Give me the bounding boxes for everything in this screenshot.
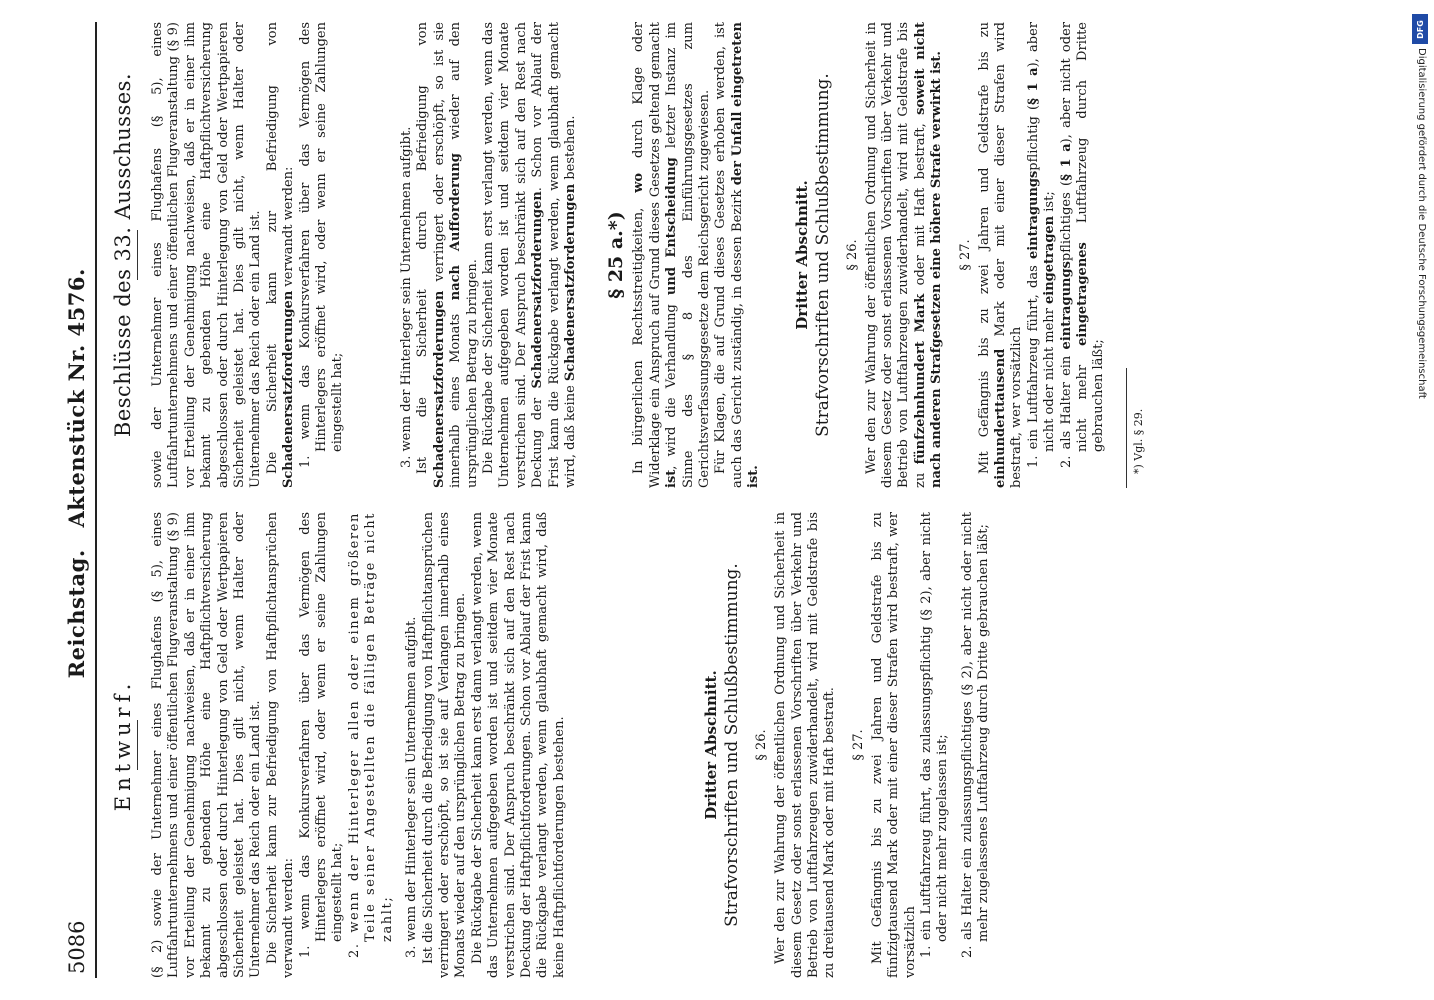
- bold-run: nach Aufforderung: [448, 153, 464, 301]
- bold-run: wo: [631, 172, 647, 193]
- left-item-2: 2. wenn der Hinterleger allen oder einem größeren Teile seiner Angestellten die fälligen Beträge nicht zahlt;: [346, 512, 395, 958]
- bold-run: soweit nicht nach anderen Strafgesetzen eine höhere Strafe verwirkt ist.: [912, 21, 945, 488]
- bold-run: und Entscheidung: [664, 157, 680, 296]
- right-section-subtitle: Strafvorschriften und Schlußbestimmung.: [812, 73, 833, 437]
- text-run: oder mit Haft bestraft,: [912, 114, 928, 294]
- right-security-use-paragraph: [265, 22, 298, 488]
- document-title: [64, 268, 89, 678]
- text-run: Die Rückgabe der Sicherheit kann erst verlangt werden, wenn das Unternehmen aufgegeben worden ist und seitdem vier Monate verstrichen sind. Der Anspruch beschränkt sich auf den Rest nach Deckung der: [480, 22, 546, 488]
- left-paragraph-27-text: Mit Gefängnis bis zu zwei Jahren und Geldstrafe bis zu fünfzigtausend Mark oder mit einer dieser Strafen wird bestraft, wer vorsätzlich: [869, 512, 918, 978]
- left-return-paragraph: Die Rückgabe der Sicherheit kann erst dann verlangt werden, wenn das Unternehmen aufgegeben worden ist und seitdem vier Monate verstrichen sind. Der Anspruch beschränkt sich auf den Rest nach Deckung der Haftpflichtforderungen. Schon vor Ablauf der Frist kann die Rückgabe verlangt werden, wenn glaubhaft gemacht wird, daß keine Haftpflichtforderungen bestehen.: [469, 512, 567, 978]
- bold-run: Schadenersatzforderungen: [530, 191, 546, 389]
- bold-run: der Unfall eingetreten ist.: [729, 22, 762, 488]
- left-section-subtitle: Strafvorschriften und Schlußbestimmung.: [722, 563, 743, 927]
- dfg-logo-text: DFG: [1415, 19, 1425, 39]
- text-run: Mit Gefängnis bis zu zwei Jahren und Geldstrafe bis zu: [976, 22, 992, 474]
- left-section-heading: Dritter Abschnitt.: [702, 670, 721, 820]
- bold-run: § 1 a: [1025, 67, 1041, 105]
- right-paragraph-27-text: [977, 22, 1026, 488]
- heading-rule: [137, 720, 138, 770]
- text-run: ist;: [1042, 191, 1058, 216]
- text-run: letzter Instanz im Sinne des § 8 des Einführungsgesetzes zum Gerichtsverfassungsgesetze dem Reichsgericht zugewiesen.: [664, 22, 712, 488]
- bold-run: eingetragenes: [1075, 242, 1091, 346]
- text-run: 2. als Halter ein: [1058, 349, 1074, 468]
- right-section-heading: Dritter Abschnitt.: [792, 180, 811, 330]
- right-item-1: 1. wenn das Konkursverfahren über das Vermögen des Hinterlegers eröffnet wird, oder wenn er seine Zahlungen eingestellt hat;: [297, 22, 346, 468]
- right-paragraph-27: § 27.: [957, 239, 973, 271]
- bold-run: eingetragen: [1042, 215, 1058, 304]
- text-run: verringert oder erschöpft, so ist sie innerhalb eines Monats: [431, 22, 464, 488]
- text-run: Wer den zur Wahrung der öffentlichen Ordnung und Sicherheit in diesem Gesetz oder sonst erlassenen Vorschriften über Verkehr und Betrieb von Luftfahrzeugen zuwiderhandelt, wird mit Geldstrafe bis zu: [863, 22, 928, 488]
- right-paragraph-25a: § 25 a.*): [605, 211, 628, 299]
- text-run: wieder auf den ursprünglichen Betrag zu bringen.: [448, 21, 480, 488]
- left-p27-item-2: 2. als Halter ein zulassungspflichtiges (§ 2), aber nicht oder nicht mehr zugelassenes Luftfahrzeug durch Dritte gebrauchen läßt;: [959, 512, 992, 958]
- bold-run: Schadenersatzforderungen: [281, 290, 297, 488]
- spacer: [620, 512, 646, 978]
- document-page: [50, 0, 1350, 1000]
- spacer: [373, 22, 399, 488]
- attribution-text: Digitalisierung gefördert durch die Deutsche Forschungsgemeinschaft: [1416, 48, 1427, 399]
- footnote: *) Vgl. § 29.: [1131, 408, 1145, 474]
- left-column-heading: Entwurf.: [111, 678, 135, 812]
- left-column-entwurf: [107, 512, 1147, 978]
- right-return-paragraph: [481, 22, 579, 488]
- bold-run: fünfzehnhundert Mark: [912, 293, 928, 465]
- right-paragraph-25a-text: [631, 22, 713, 488]
- bold-run: Schadenersatzforderungen: [431, 290, 447, 488]
- left-security-use-paragraph: Die Sicherheit kann zur Befriedigung von Haftpflichtansprüchen verwandt werden:: [264, 512, 297, 978]
- heading-rule: [137, 230, 138, 280]
- right-intro-paragraph: sowie der Unternehmer eines Flughafens (§ 5), eines Luftfahrtunternehmens und einer öffentlichen Flugveranstaltung (§ 9) vor Erteilung der Genehmigung nachweisen, daß er in einer ihm bekannt zu gebenden Höhe eine Haftpflichtversicherung abgeschlossen oder durch Hinterlegung von Geld oder Wertpapieren Sicherheit geleistet hat. Dies gilt nicht, wenn Halter oder Unternehmer das Reich oder ein Land ist.: [150, 22, 264, 488]
- bold-run: ist: [664, 469, 680, 488]
- text-run: pflichtiges (: [1058, 180, 1074, 262]
- text-run: Die Sicherheit kann zur Befriedigung von: [264, 22, 280, 474]
- left-reduction-paragraph: Ist die Sicherheit durch die Befriedigung von Haftpflichtansprüchen verringert oder erschöpft, so ist sie auf Verlangen innerhalb eines Monats wieder auf den ursprünglichen Betrag zu bringen.: [420, 512, 469, 978]
- spacer: [568, 512, 594, 978]
- text-run: 1. ein Luftfahrzeug führt, das: [1025, 259, 1041, 468]
- right-column-beschluesse: [107, 22, 1147, 488]
- right-paragraph-26: § 26.: [844, 239, 860, 271]
- two-column-body: [107, 22, 1147, 978]
- text-run: In bürgerlichen Rechtsstreitigkeiten,: [631, 192, 647, 474]
- spacer: [594, 512, 620, 978]
- text-run: pflichtig (: [1025, 104, 1041, 171]
- right-column-heading: Beschlüsse des 33. Ausschusses.: [111, 72, 135, 438]
- left-paragraph-26-text: Wer den zur Wahrung der öffentlichen Ordnung und Sicherheit in diesem Gesetz oder sonst erlassenen Vorschriften über Verkehr und Betrieb von Luftfahrzeugen zuwiderhandelt, wird mit Geldstrafe bis zu dreitausend Mark oder mit Haft bestraft.: [773, 512, 838, 978]
- left-p27-item-1: 1. ein Luftfahrzeug führt, das zulassungspflichtig (§ 2), aber nicht oder nicht mehr zugelassen ist;: [919, 512, 951, 958]
- text-run: Luftfahrzeug durch Dritte gebrauchen läßt;: [1075, 22, 1107, 452]
- title-aktenstueck: Aktenstück Nr. 4576.: [64, 268, 89, 528]
- text-run: durch Klage oder Widerklage ein Anspruch auf Grund dieses Gesetzes geltend gemacht: [631, 22, 663, 488]
- footnote-rule: [1126, 368, 1127, 488]
- left-item-3: 3. wenn der Hinterleger sein Unternehmen aufgibt.: [404, 616, 420, 958]
- title-reichstag: Reichstag.: [64, 549, 89, 679]
- dfg-logo: [1412, 14, 1428, 44]
- text-run: ), aber nicht oder nicht mehr: [1058, 22, 1091, 452]
- right-item-3: 3. wenn der Hinterleger sein Unternehmen aufgibt.: [398, 126, 414, 468]
- right-p27-item-2: [1059, 22, 1108, 488]
- page-number: 5086: [65, 920, 89, 974]
- left-item-1: 1. wenn das Konkursverfahren über das Vermögen des Hinterlegers eröffnet wird, oder wenn er seine Zahlungen eingestellt hat;: [297, 512, 346, 958]
- right-p27-item-1: [1026, 22, 1059, 488]
- spacer: [347, 22, 373, 488]
- spacer: [646, 512, 672, 978]
- bold-run: einhunderttausend: [993, 348, 1009, 488]
- digitization-attribution: [1410, 8, 1432, 998]
- left-paragraph-26: § 26.: [754, 729, 770, 761]
- text-run: verwandt werden:: [281, 166, 297, 291]
- text-run: ), aber nicht oder nicht mehr: [1025, 22, 1058, 452]
- left-intro-paragraph: (§ 2) sowie der Unternehmer eines Flughafens (§ 5), eines Luftfahrtunternehmens und einer öffentlichen Flugveranstaltung (§ 9) vor Erteilung der Genehmigung nachweisen, daß er in einer ihm bekannt zu gebenden Höhe eine Haftpflichtversicherung abgeschlossen oder durch Hinterlegung von Geld oder Wertpapieren Sicherheit geleistet hat. Dies gilt nicht, wenn Halter oder Unternehmer das Reich oder ein Land ist.: [150, 512, 264, 978]
- text-run: Für Klagen, die auf Grund dieses Gesetzes erhoben werden, ist auch das Gericht zuständig, in dessen Bezirk: [713, 22, 745, 488]
- left-paragraph-27: § 27.: [850, 729, 866, 761]
- page-header: [64, 22, 97, 978]
- text-run: bestehen.: [562, 115, 578, 184]
- bold-run: eintragungs: [1025, 170, 1041, 260]
- right-reduction-paragraph: [415, 22, 481, 488]
- bold-run: Schadenersatzforderungen: [562, 183, 578, 382]
- right-paragraph-25a-jurisdiction: [713, 22, 762, 488]
- bold-run: eintragungs: [1058, 261, 1074, 350]
- text-run: . Schon vor Ablauf der Frist kann die Rückgabe verlangt werden, wenn glaubhaft gemacht wird, daß keine: [530, 22, 578, 488]
- bold-run: § 1 a: [1058, 143, 1074, 181]
- text-run: , wird die Verhandlung: [664, 295, 680, 470]
- text-run: Mark oder mit einer dieser Strafen wird bestraft, wer vorsätzlich: [993, 22, 1025, 488]
- right-paragraph-26-text: [864, 22, 946, 488]
- text-run: Ist die Sicherheit durch Befriedigung von: [415, 22, 431, 474]
